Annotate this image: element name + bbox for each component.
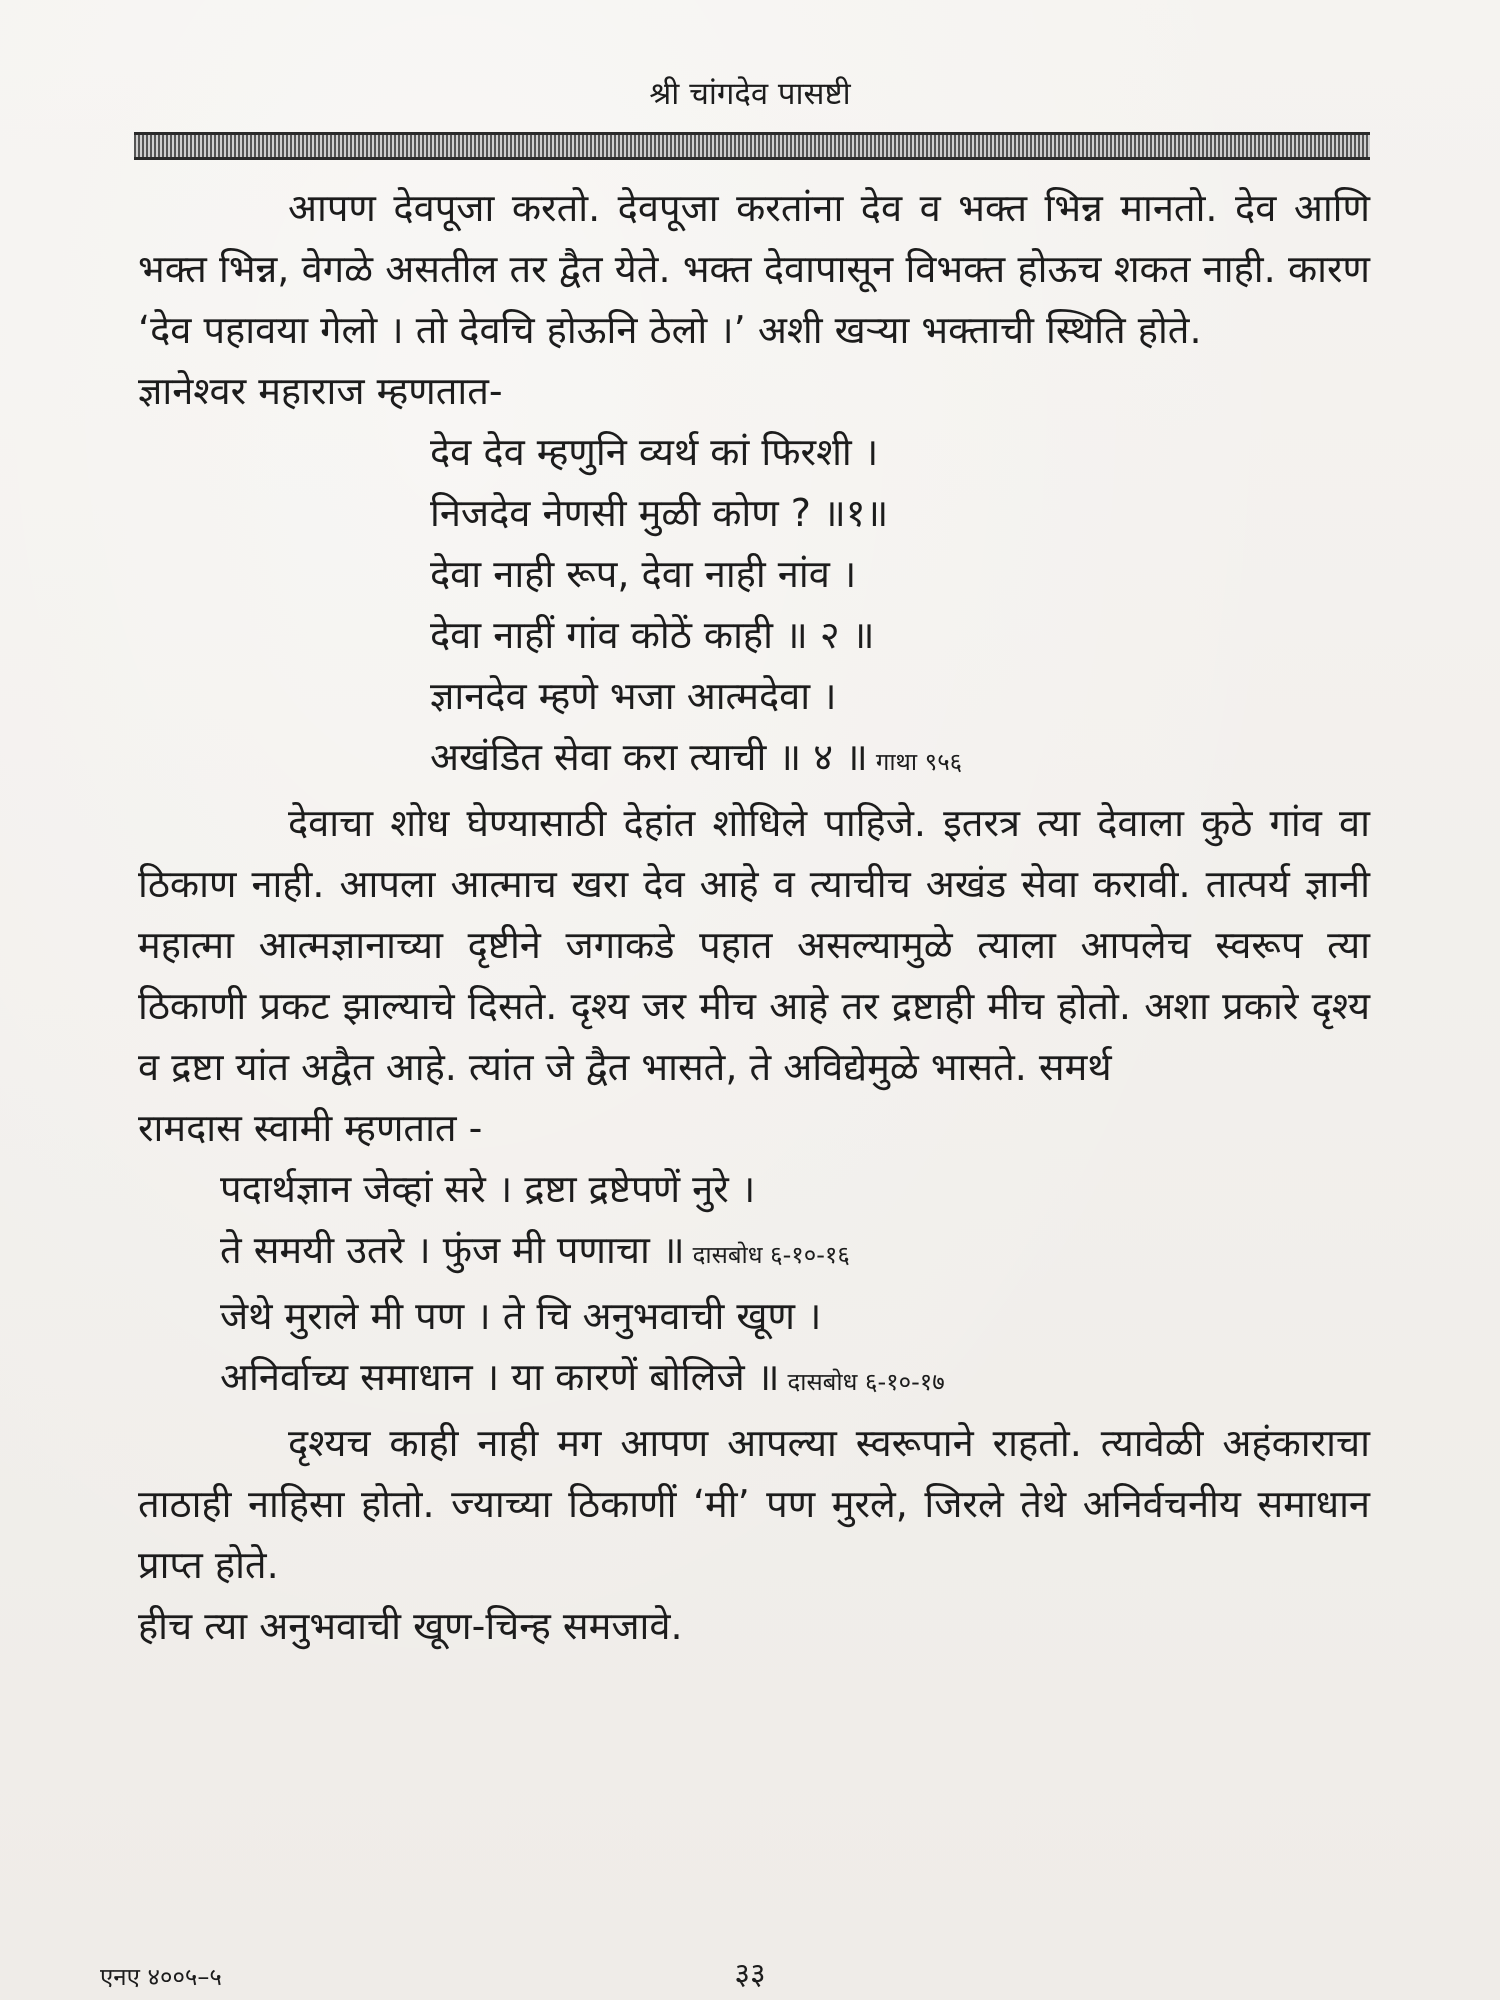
page-header-title: श्री चांगदेव पासष्टी xyxy=(649,76,851,112)
verse-line: पदार्थज्ञान जेव्हां सरे । द्रष्टा द्रष्टेपणें नुरे । xyxy=(220,1167,756,1211)
header-rule-divider xyxy=(134,132,1370,160)
body-text xyxy=(138,178,1370,1657)
verse-line-with-ref xyxy=(220,1220,1370,1286)
verse-reference: दासबोध ६-१०-१६ xyxy=(692,1241,850,1269)
footer-print-code: एनए ४००५–५ xyxy=(100,1963,222,1991)
verse-reference: गाथा ९५६ xyxy=(875,748,963,776)
paragraph-3-tail: हीच त्या अनुभवाची खूण-चिन्ह समजावे. xyxy=(138,1604,683,1648)
page-number: ३३ xyxy=(734,1957,766,1992)
verse-line: देव देव म्हणुनि व्यर्थ कां फिरशी । xyxy=(430,430,879,474)
paragraph-2: देवाचा शोध घेण्यासाठी देहांत शोधिले पाहिजे. इतरत्र त्या देवाला कुठे गांव वा ठिकाण नाही. आपला आत्माच खरा देव आहे व त्याचीच अखंड सेवा करावी. तात्पर्य ज्ञानी महात्मा आत्मज्ञानाच्या दृष्टीने जगाकडे पहात असल्यामुळे त्याला आपलेच स्वरूप त्या ठिकाणी प्रकट झाल्याचे दिसते. दृश्य जर मीच आहे तर द्रष्टाही मीच होतो. अशा प्रकारे दृश्य व द्रष्टा यांत अद्वैत आहे. त्यांत जे द्वैत भासते, ते अविद्येमुळे भासते. समर्थ xyxy=(138,801,1370,1089)
verse-line-with-ref xyxy=(220,1347,1370,1413)
paragraph-3: दृश्यच काही नाही मग आपण आपल्या स्वरूपाने राहतो. त्यावेळी अहंकाराचा ताठाही नाहिसा होतो. ज्याच्या ठिकाणीं ‘मी’ पण मुरले, जिरले तेथे अनिर्वचनीय समाधान प्राप्त होते. xyxy=(138,1421,1370,1587)
verse-line: अखंडित सेवा करा त्याची ॥ ४ ॥ xyxy=(430,735,868,779)
verse-line: जेथे मुराले मी पण । ते चि अनुभवाची खूण । xyxy=(220,1294,822,1338)
paragraph-1-tail: ज्ञानेश्वर महाराज म्हणतात- xyxy=(138,369,503,413)
verse-line: अनिर्वाच्य समाधान । या कारणें बोलिजे ॥ xyxy=(220,1355,780,1399)
verse-line-with-ref xyxy=(430,727,1370,793)
verse-line: निजदेव नेणसी मुळी कोण ? ॥१॥ xyxy=(430,491,889,535)
verse-block-1 xyxy=(138,422,1370,793)
verse-line: ते समयी उतरे । फुंज मी पणाचा ॥ xyxy=(220,1228,685,1272)
verse-line: देवा नाही रूप, देवा नाही नांव । xyxy=(430,552,857,596)
paragraph-2-tail: रामदास स्वामी म्हणतात - xyxy=(138,1106,483,1150)
verse-reference: दासबोध ६-१०-१७ xyxy=(787,1368,945,1396)
verse-line: ज्ञानदेव म्हणे भजा आत्मदेवा । xyxy=(430,674,837,718)
paragraph-1: आपण देवपूजा करतो. देवपूजा करतांना देव व भक्त भिन्न मानतो. देव आणि भक्त भिन्न, वेगळे असतील तर द्वैत येते. भक्त देवापासून विभक्त होऊच शकत नाही. कारण ‘देव पहावया गेलो । तो देवचि होऊनि ठेलो ।’ अशी खऱ्या भक्ताची स्थिति होते. xyxy=(138,186,1370,352)
verse-block-2 xyxy=(138,1159,1370,1413)
verse-line: देवा नाहीं गांव कोठें काही ॥ २ ॥ xyxy=(430,613,875,657)
